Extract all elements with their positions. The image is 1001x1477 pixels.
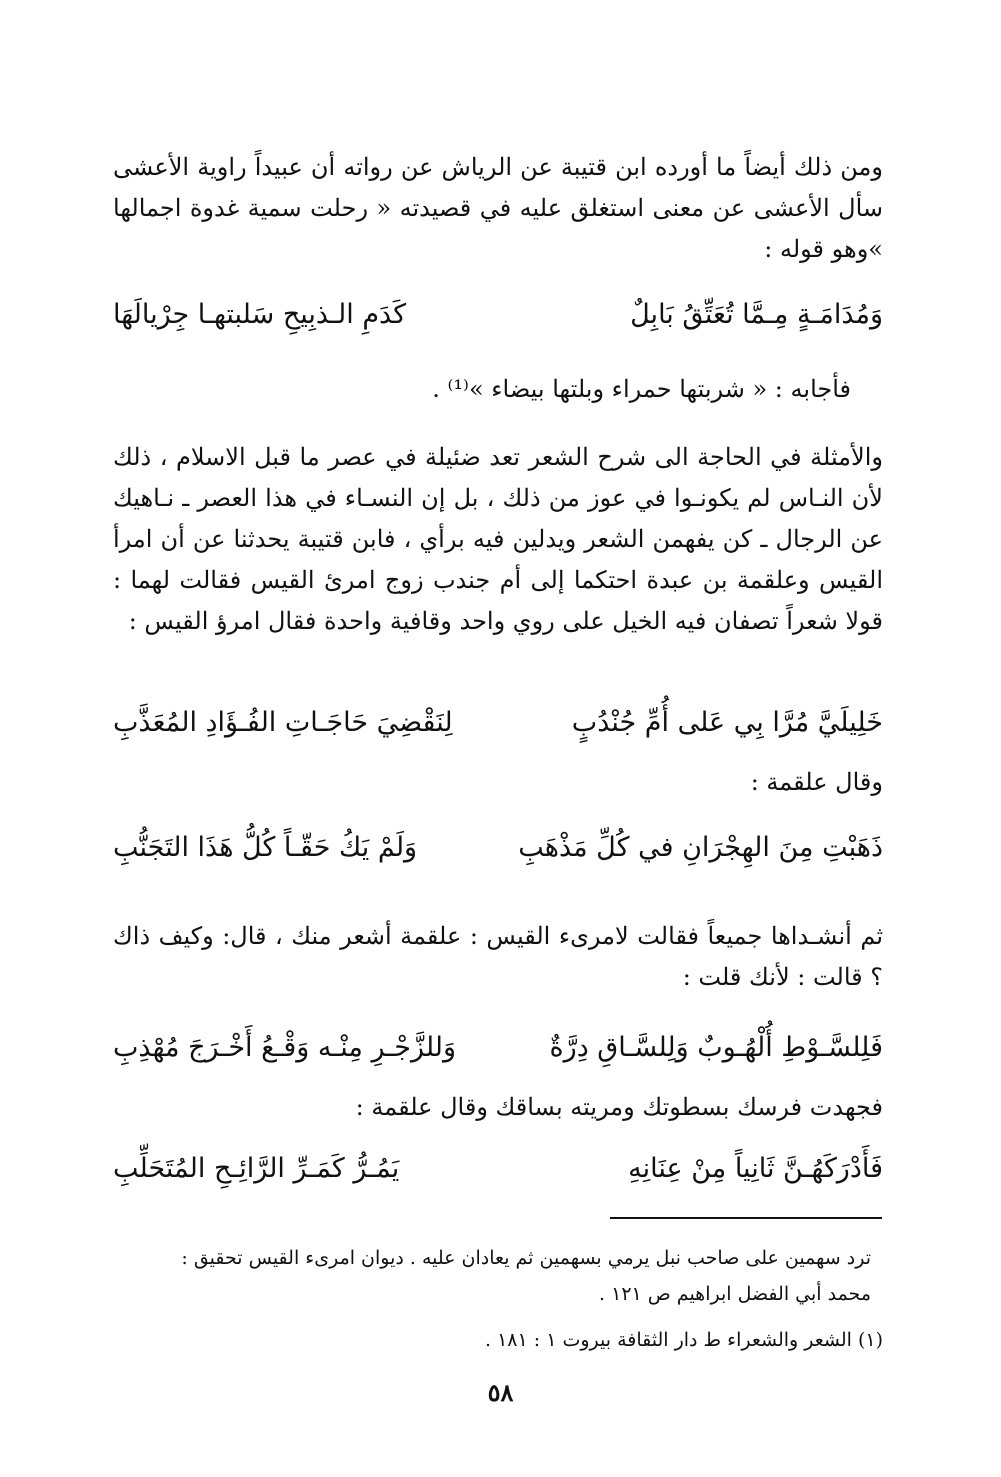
footnote-separator [610,1217,882,1219]
footnote-diwan-line-1: ترد سهمين على صاحب نبل يرمي بسهمين ثم يعادان عليه . ديوان امرىء القيس تحقيق : [181,1247,871,1269]
verse-1-first-hemistich: وَمُدَامَـةٍ مِـمَّا تُعَتِّقُ بَابِلٌ [630,299,883,330]
verse-1-second-hemistich: كَدَمِ الـذبِيحِ سَلبتهـا جِرْيالَهَا [113,299,407,330]
verse-line-5 [113,1146,883,1192]
verse-line-2 [113,700,883,746]
verse-line-3 [113,825,883,871]
paragraph-answer: فأجابه : « شربتها حمراء وبلتها بيضاء »⁽¹⁾ . [432,375,851,403]
verse-line-1 [113,292,883,338]
paragraph-examples: والأمثلة في الحاجة الى شرح الشعر تعد ضئيلة في عصر ما قبل الاسلام ، ذلك لأن النـاس لم يكونـوا في عوز من ذلك ، بل إن النسـاء في هذا العصر ـ نـاهيك عن الرجال ـ كن يفهمن الشعر ويدلين فيه برأي ، فابن قتيبة يحدثنا عن أن امرأ القيس وعلقمة بن عبدة احتكما إلى أم جندب زوج امرئ القيس فقالت لهما : قولا شعراً تصفان فيه الخيل على روي واحد وقافية واحدة فقال امرؤ القيس : [113,443,883,635]
verse-5-second-hemistich: يَمُـرُّ كَمَـرِّ الرَّائِـحِ المُتَحَلِّبِ [113,1153,400,1184]
verse-3-first-hemistich: ذَهَبْتِ مِنَ الهِجْرَانِ في كُلِّ مَذْهَبِ [518,832,883,863]
paragraph-recited: ثم أنشـداها جميعاً فقالت لامرىء القيس : علقمة أشعر منك ، قال: وكيف ذاك ؟ قالت : لأنك قلت : [113,922,884,991]
verse-4-second-hemistich: وَللزَّجْـرِ مِنْـه وَقْـعُ أَخْـرَجَ مُهْذِبِ [113,1032,457,1063]
page-number: ٥٨ [487,1378,514,1407]
footnote-diwan-line-2: محمد أبي الفضل ابراهيم ص ١٢١ . [599,1283,871,1305]
paragraph-alqama-said: وقال علقمة : [750,768,883,796]
footnote-1: (١) الشعر والشعراء ط دار الثقافة بيروت ١ : ١٨١ . [485,1329,883,1351]
paragraph-judgement: فجهدت فرسك بسطوتك ومريته بساقك وقال علقمة : [355,1093,883,1121]
verse-4-first-hemistich: فَلِلسَّـوْطِ أُلْهُـوبٌ وَلِلسَّـاقِ دِرَّةٌ [549,1032,883,1063]
verse-5-first-hemistich: فَأَدْرَكَهُـنَّ ثَانِياً مِنْ عِنَانِهِ [628,1153,883,1184]
verse-2-second-hemistich: لِنَقْضِيَ حَاجَـاتِ الفُـؤَادِ المُعَذَّبِ [113,707,453,738]
verse-2-first-hemistich: خَلِيلَيَّ مُرَّا بِي عَلى أُمِّ جُنْدُبٍ [571,707,883,738]
verse-line-4 [113,1025,883,1071]
paragraph-intro: ومن ذلك أيضاً ما أورده ابن قتيبة عن الرياش عن رواته أن عبيداً راوية الأعشى سأل الأعشى عن معنى استغلق عليه في قصيدته « رحلت سمية غدوة اجمالها »وهو قوله : [113,153,883,263]
verse-3-second-hemistich: وَلَمْ يَكُ حَقّـاً كُلُّ هَذَا التَجَنُّبِ [113,832,418,863]
